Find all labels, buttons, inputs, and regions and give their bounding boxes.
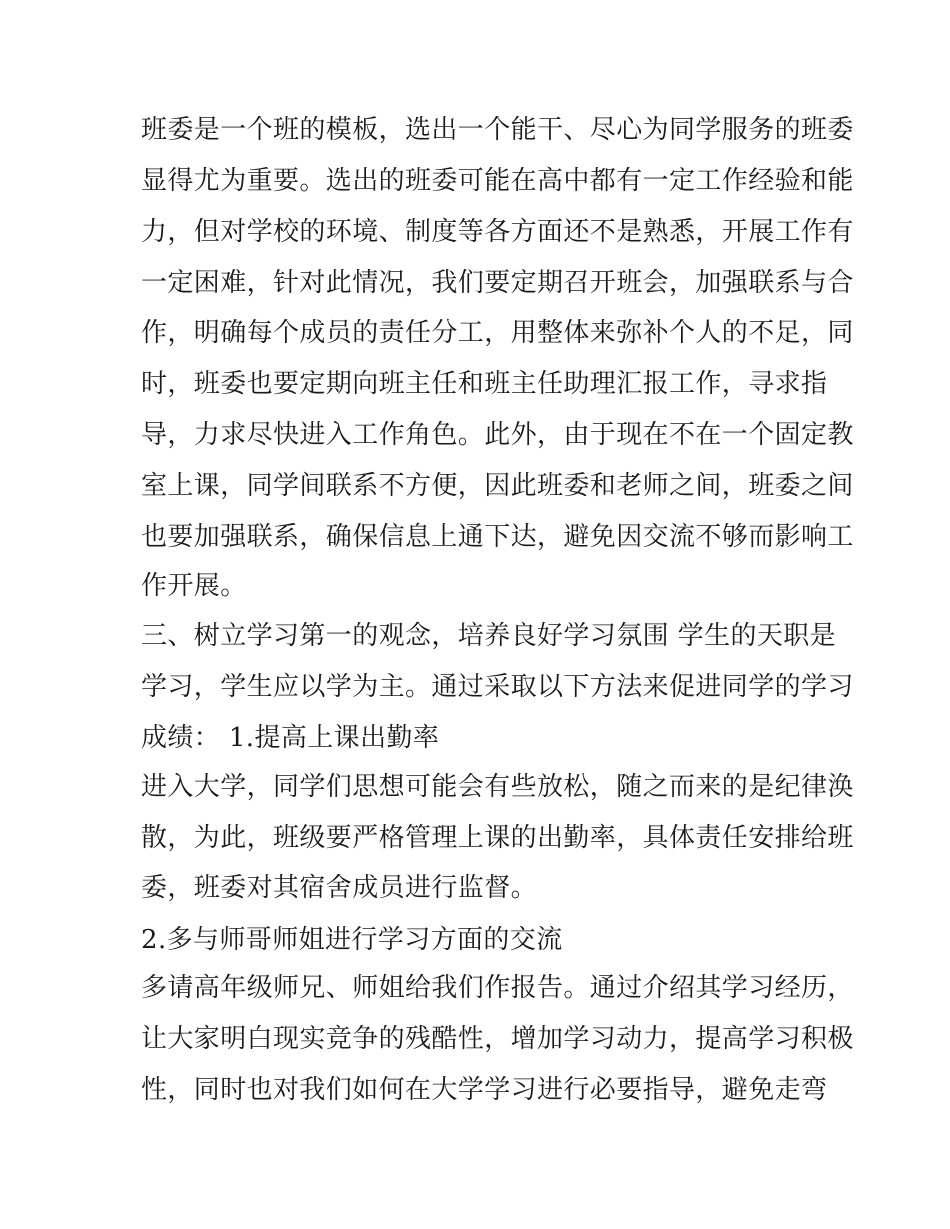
text-line: 班委是一个班的模板，选出一个能干、尽心为同学服务的班委 bbox=[141, 115, 854, 145]
text-line: 时，班委也要定期向班主任和班主任助理汇报工作，寻求指 bbox=[141, 369, 828, 399]
subsection-heading: 2.多与师哥师姐进行学习方面的交流 bbox=[141, 925, 563, 955]
text-line: 导，力求尽快进入工作角色。此外，由于现在不在一个固定教 bbox=[141, 420, 854, 450]
text-line: 散，为此，班级要严格管理上课的出勤率，具体责任安排给班 bbox=[141, 823, 854, 853]
text-line: 委，班委对其宿舍成员进行监督。 bbox=[141, 873, 538, 903]
text-line: 学习，学生应以学为主。通过采取以下方法来促进同学的学习 bbox=[141, 672, 854, 702]
text-line: 进入大学，同学们思想可能会有些放松，随之而来的是纪律涣 bbox=[141, 772, 854, 802]
text-line: 室上课，同学间联系不方便，因此班委和老师之间，班委之间 bbox=[141, 471, 854, 501]
text-line: 多请高年级师兄、师姐给我们作报告。通过介绍其学习经历， bbox=[141, 973, 854, 1003]
text-line: 让大家明白现实竞争的残酷性，增加学习动力，提高学习积极 bbox=[141, 1024, 854, 1054]
text-line: 也要加强联系，确保信息上通下达，避免因交流不够而影响工 bbox=[141, 522, 854, 552]
text-line: 作开展。 bbox=[141, 571, 247, 601]
section-heading: 三、树立学习第一的观念，培养良好学习氛围 学生的天职是 bbox=[141, 621, 837, 651]
text-line: 一定困难，针对此情况，我们要定期召开班会，加强联系与合 bbox=[141, 268, 854, 298]
subsection-heading: 成绩： 1.提高上课出勤率 bbox=[141, 723, 440, 753]
text-line: 作，明确每个成员的责任分工，用整体来弥补个人的不足，同 bbox=[141, 318, 854, 348]
text-line: 力，但对学校的环境、制度等各方面还不是熟悉，开展工作有 bbox=[141, 217, 854, 247]
text-line: 显得尤为重要。选出的班委可能在高中都有一定工作经验和能 bbox=[141, 166, 854, 196]
text-line: 性，同时也对我们如何在大学学习进行必要指导，避免走弯 bbox=[141, 1075, 828, 1105]
